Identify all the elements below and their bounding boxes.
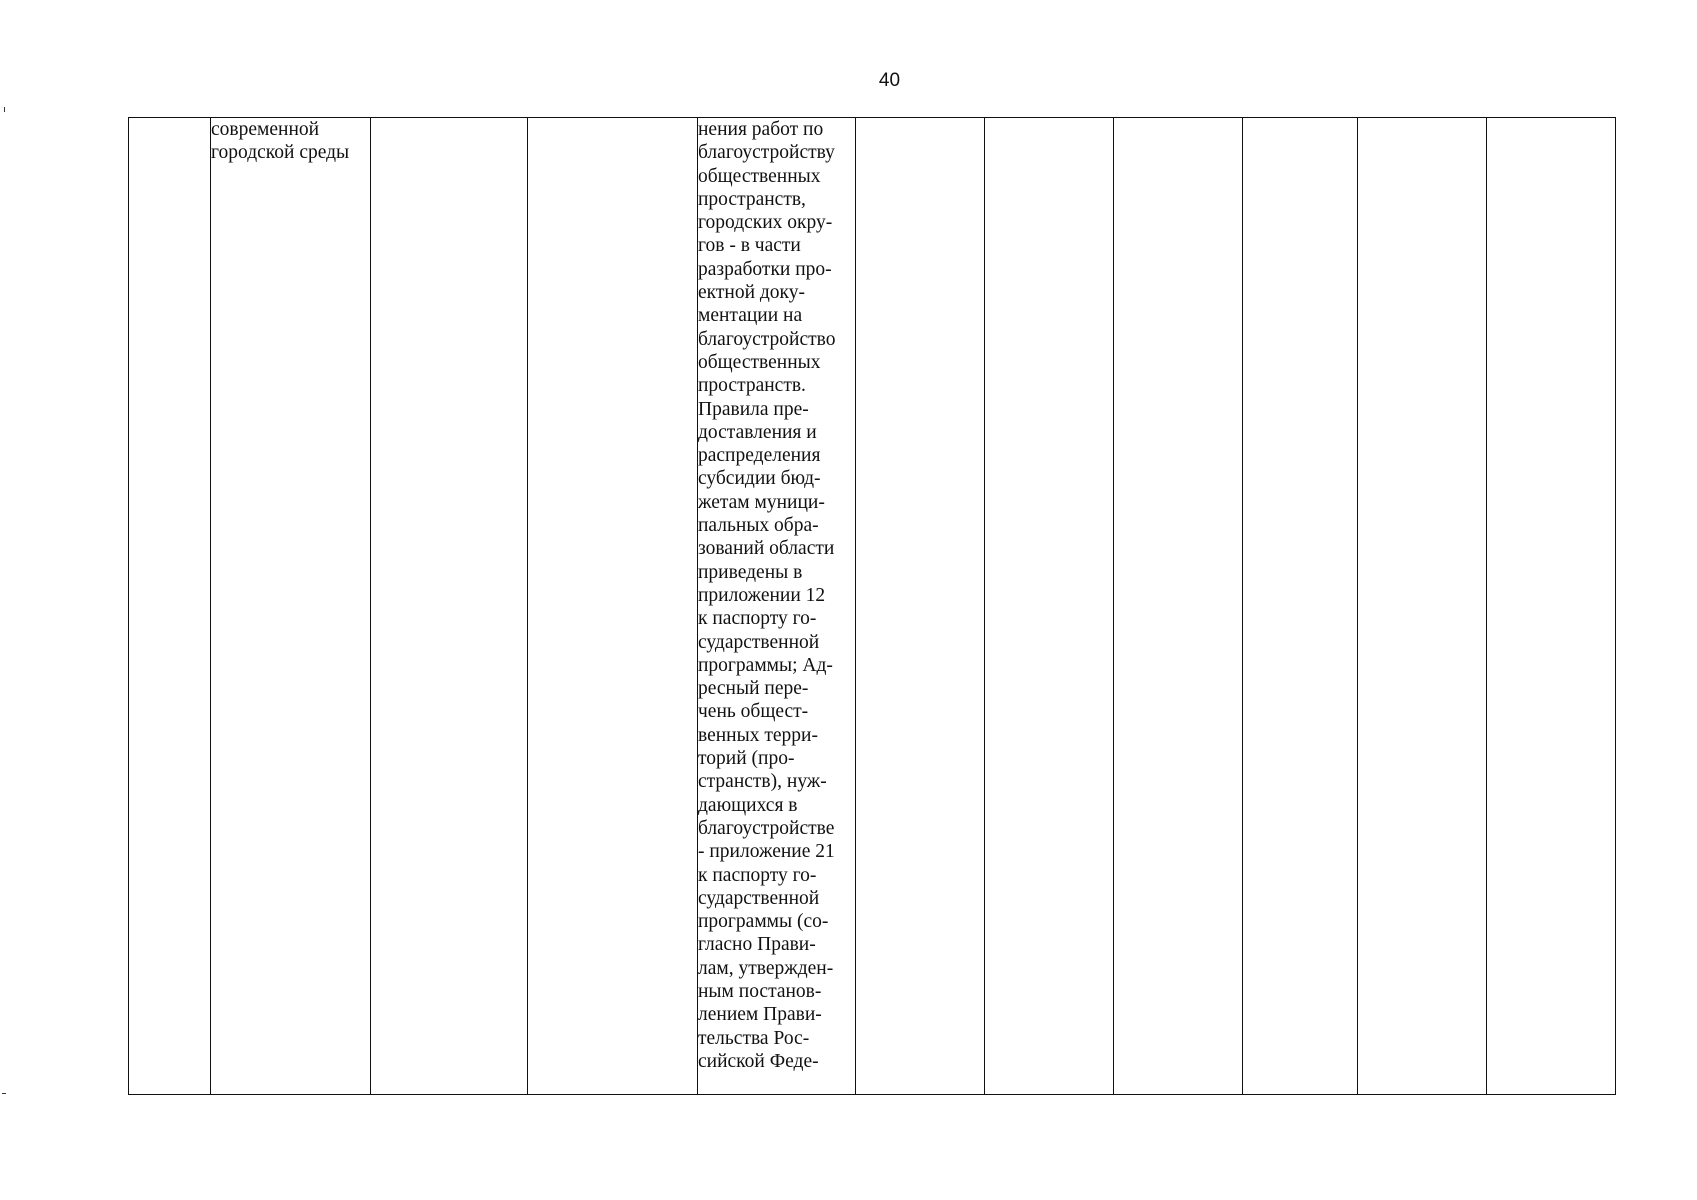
cell-text-line: программы; Ад- <box>698 654 833 676</box>
table-cell-col-6 <box>856 118 985 1095</box>
table-row <box>129 118 1616 1095</box>
cell-text-line: благоустройство <box>698 328 836 350</box>
page-number: 40 <box>878 70 901 91</box>
cell-text-line: сударственной <box>698 887 820 909</box>
cell-text-line: ресный пере- <box>698 678 809 700</box>
cell-text-line: к паспорту го- <box>698 608 817 630</box>
cell-text-line: к паспорту го- <box>698 864 817 886</box>
cell-text-line: нения работ по <box>698 119 824 140</box>
cell-text-line: программы (со- <box>698 911 829 933</box>
cell-text-line: доставления и <box>698 421 817 443</box>
table-cell-col-4 <box>528 118 698 1095</box>
cell-text-line: пространств, <box>698 188 806 210</box>
cell-text-line: лением Прави- <box>698 1004 822 1026</box>
cell-text-line: сударственной <box>698 631 820 653</box>
cell-text-line: ным постанов- <box>698 980 822 1002</box>
cell-text-line: Правила пре- <box>698 398 809 420</box>
cell-text-line: общественных <box>698 351 821 373</box>
table-cell-col-1 <box>129 118 211 1095</box>
cell-text-line: зований области <box>698 538 835 560</box>
scan-mark <box>4 107 5 112</box>
data-table <box>128 117 1616 1095</box>
cell-text-line: современной <box>211 119 320 140</box>
cell-text-line: ектной доку- <box>698 282 806 304</box>
cell-text-line: чень общест- <box>698 701 809 723</box>
cell-text-line: - приложение 21 <box>698 841 835 863</box>
cell-text-line: городской среды <box>211 142 350 164</box>
cell-text-line: пальных обра- <box>698 515 819 537</box>
cell-text-line: сийской Феде- <box>698 1050 819 1072</box>
cell-text-line: распределения <box>698 445 821 467</box>
cell-text-line: благоустройству <box>698 142 835 164</box>
cell-text-line: странств), нуж- <box>698 771 827 793</box>
cell-text-line: лам, утвержден- <box>698 957 834 979</box>
cell-text-line: венных терри- <box>698 724 818 746</box>
cell-text-line: приведены в <box>698 561 803 583</box>
cell-text-line: приложении 12 <box>698 584 826 606</box>
table-cell-col-7 <box>985 118 1114 1095</box>
cell-text-line: общественных <box>698 165 821 187</box>
cell-text-line: жетам муници- <box>698 491 825 513</box>
cell-text-line: ментации на <box>698 305 803 327</box>
cell-text-line: гласно Прави- <box>698 934 816 956</box>
table-cell-col-2 <box>211 118 371 1095</box>
cell-text-line: пространств. <box>698 375 806 397</box>
table-cell-col-10 <box>1358 118 1487 1095</box>
table-cell-col-5 <box>698 118 856 1095</box>
table-cell-col-8 <box>1114 118 1243 1095</box>
table-cell-col-9 <box>1243 118 1358 1095</box>
cell-text-line: субсидии бюд- <box>698 468 821 490</box>
cell-text-line: дающихся в <box>698 794 798 816</box>
table-cell-col-11 <box>1487 118 1616 1095</box>
cell-text-line: гов - в части <box>698 235 801 257</box>
cell-text-line: торий (про- <box>698 748 795 770</box>
cell-text-line: благоустройстве <box>698 817 835 839</box>
table-cell-col-3 <box>371 118 528 1095</box>
cell-text-line: городских окру- <box>698 212 833 234</box>
cell-text-line: разработки про- <box>698 258 832 280</box>
cell-text-line: тельства Рос- <box>698 1027 810 1049</box>
scan-mark <box>2 1093 6 1094</box>
